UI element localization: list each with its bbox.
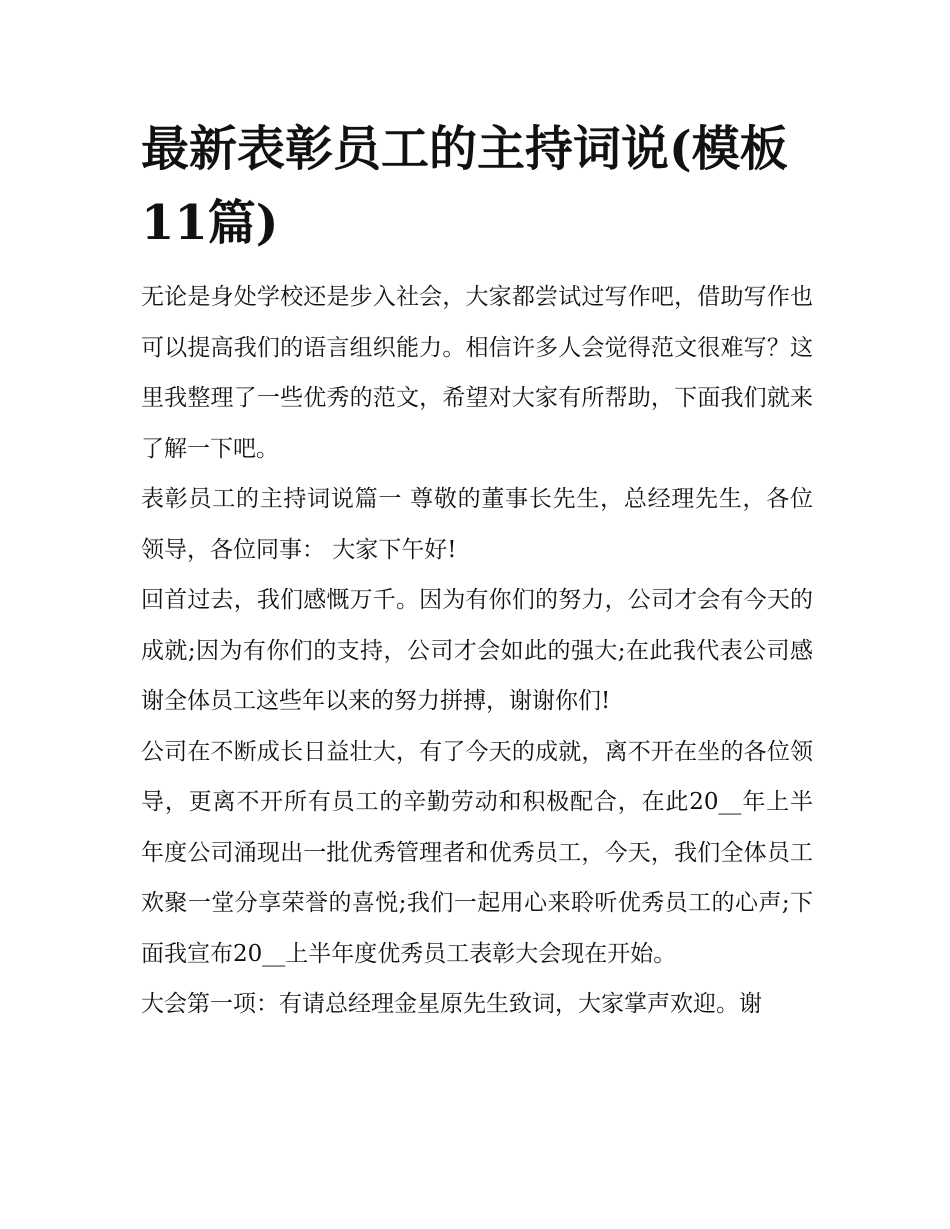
document-title: 最新表彰员工的主持词说(模板11篇) [141, 121, 788, 251]
section-one-paragraph: 表彰员工的主持词说篇一 尊敬的董事长先生，总经理先生，各位领导，各位同事： 大家下午好! [141, 486, 813, 563]
body-paragraph: 公司在不断成长日益壮大，有了今天的成就，离不开在坐的各位领导，更离不开所有员工的辛勤劳动和积极配合，在此20__年上半年度公司涌现出一批优秀管理者和优秀员工，今天，我们全体员工欢聚一堂分享荣誉的喜悦;我们一起用心来聆听优秀员工的心声;下面我宣布20__上半年度优秀员工表彰大会现在开始。 [141, 738, 813, 967]
intro-paragraph: 无论是身处学校还是步入社会，大家都尝试过写作吧，借助写作也可以提高我们的语言组织能力。相信许多人会觉得范文很难写？这里我整理了一些优秀的范文，希望对大家有所帮助，下面我们就来了解一下吧。 [141, 284, 813, 462]
body-paragraph: 回首过去，我们感慨万千。因为有你们的努力，公司才会有今天的成就;因为有你们的支持，公司才会如此的强大;在此我代表公司感谢全体员工这些年以来的努力拼搏，谢谢你们! [141, 587, 813, 714]
body-paragraph: 大会第一项：有请总经理金星原先生致词，大家掌声欢迎。谢 [141, 991, 762, 1017]
document-body [141, 112, 813, 1030]
